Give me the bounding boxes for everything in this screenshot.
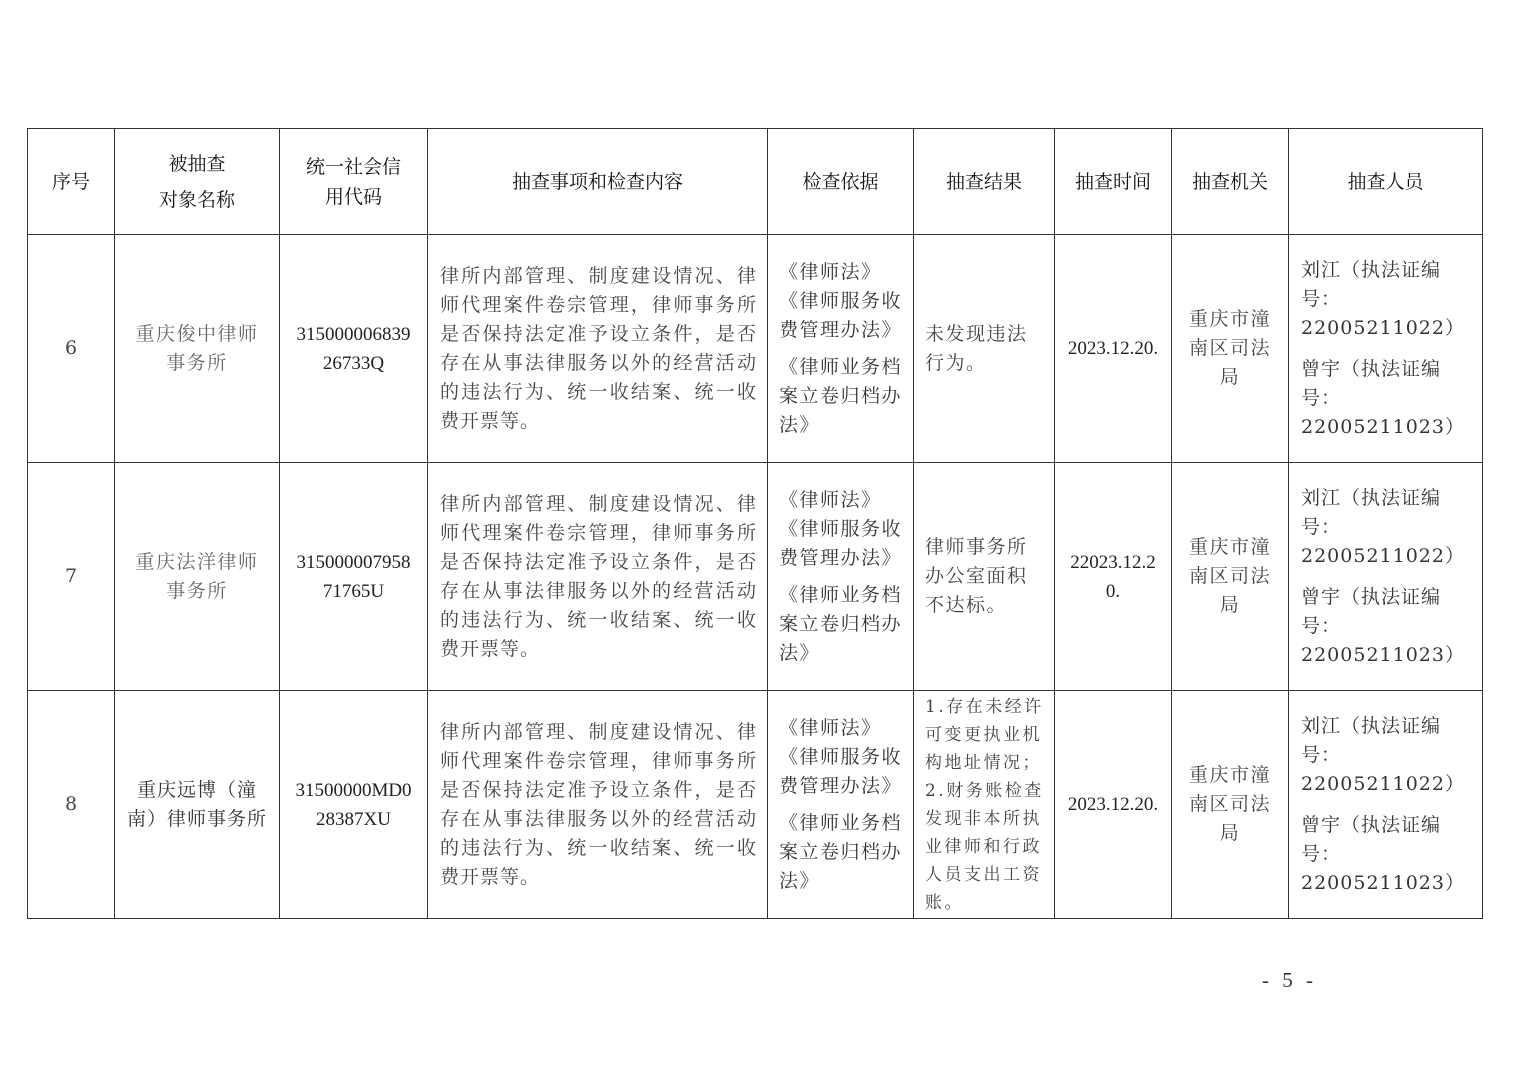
cell-staff	[1289, 463, 1483, 691]
cell-code: 31500000795871765U	[280, 463, 428, 691]
staff-line-2: 曾宇（执法证编号：22005211023）	[1301, 813, 1465, 894]
header-org: 抽查机关	[1172, 129, 1289, 235]
staff-line-2: 曾宇（执法证编号：22005211023）	[1301, 585, 1465, 666]
cell-staff	[1289, 235, 1483, 463]
header-row	[28, 129, 1483, 235]
cell-content: 律所内部管理、制度建设情况、律师代理案件卷宗管理，律师事务所是否保持法定准予设立条件，是否存在从事法律服务以外的经营活动的违法行为、统一收结案、统一收费开票等。	[428, 463, 768, 691]
cell-code: 31500000MD028387XU	[280, 691, 428, 919]
cell-name: 重庆远博（潼南）律师事务所	[115, 691, 280, 919]
cell-name: 重庆法洋律师事务所	[115, 463, 280, 691]
header-code	[280, 129, 428, 235]
header-code-text: 统一社会信用代码	[305, 155, 401, 208]
basis-line-2: 《律师业务档案立卷归档办法》	[779, 355, 903, 436]
header-content: 抽查事项和检查内容	[428, 129, 768, 235]
cell-result: 律师事务所办公室面积不达标。	[914, 463, 1055, 691]
cell-basis	[768, 235, 914, 463]
cell-content: 律所内部管理、制度建设情况、律师代理案件卷宗管理，律师事务所是否保持法定准予设立条件，是否存在从事法律服务以外的经营活动的违法行为、统一收结案、统一收费开票等。	[428, 691, 768, 919]
staff-line-1: 刘江（执法证编号：22005211022）	[1301, 258, 1465, 339]
cell-org: 重庆市潼南区司法局	[1172, 463, 1289, 691]
cell-staff	[1289, 691, 1483, 919]
staff-line-2: 曾宇（执法证编号：22005211023）	[1301, 357, 1465, 438]
header-time: 抽查时间	[1055, 129, 1172, 235]
cell-result: 1.存在未经许可变更执业机构地址情况；2.财务账检查发现非本所执业律师和行政人员支出工资账。	[914, 691, 1055, 919]
header-staff: 抽查人员	[1289, 129, 1483, 235]
cell-org: 重庆市潼南区司法局	[1172, 235, 1289, 463]
cell-code: 31500000683926733Q	[280, 235, 428, 463]
page-number: - 5 -	[1262, 968, 1317, 992]
staff-line-1: 刘江（执法证编号：22005211022）	[1301, 486, 1465, 567]
cell-seq: 8	[28, 691, 115, 919]
cell-result: 未发现违法行为。	[914, 235, 1055, 463]
table-row	[28, 691, 1483, 919]
cell-time: 2023.12.20.	[1055, 691, 1172, 919]
cell-seq: 7	[28, 463, 115, 691]
header-seq: 序号	[28, 129, 115, 235]
header-basis: 检查依据	[768, 129, 914, 235]
basis-line-1: 《律师法》《律师服务收费管理办法》	[779, 260, 903, 341]
basis-line-2: 《律师业务档案立卷归档办法》	[779, 583, 903, 664]
table-row	[28, 463, 1483, 691]
cell-basis	[768, 691, 914, 919]
cell-content: 律所内部管理、制度建设情况、律师代理案件卷宗管理，律师事务所是否保持法定准予设立条件，是否存在从事法律服务以外的经营活动的违法行为、统一收结案、统一收费开票等。	[428, 235, 768, 463]
cell-org: 重庆市潼南区司法局	[1172, 691, 1289, 919]
staff-line-1: 刘江（执法证编号：22005211022）	[1301, 714, 1465, 795]
cell-time: 2023.12.20.	[1055, 235, 1172, 463]
basis-line-1: 《律师法》《律师服务收费管理办法》	[779, 488, 903, 569]
table-row	[28, 235, 1483, 463]
inspection-table	[27, 128, 1483, 919]
cell-name: 重庆俊中律师事务所	[115, 235, 280, 463]
header-name-line1: 被抽查	[168, 152, 226, 175]
header-name	[115, 129, 280, 235]
header-result: 抽查结果	[914, 129, 1055, 235]
basis-line-1: 《律师法》《律师服务收费管理办法》	[779, 716, 903, 797]
cell-basis	[768, 463, 914, 691]
cell-seq: 6	[28, 235, 115, 463]
header-name-line2: 对象名称	[158, 188, 235, 211]
basis-line-2: 《律师业务档案立卷归档办法》	[779, 811, 903, 892]
cell-time: 22023.12.20.	[1055, 463, 1172, 691]
